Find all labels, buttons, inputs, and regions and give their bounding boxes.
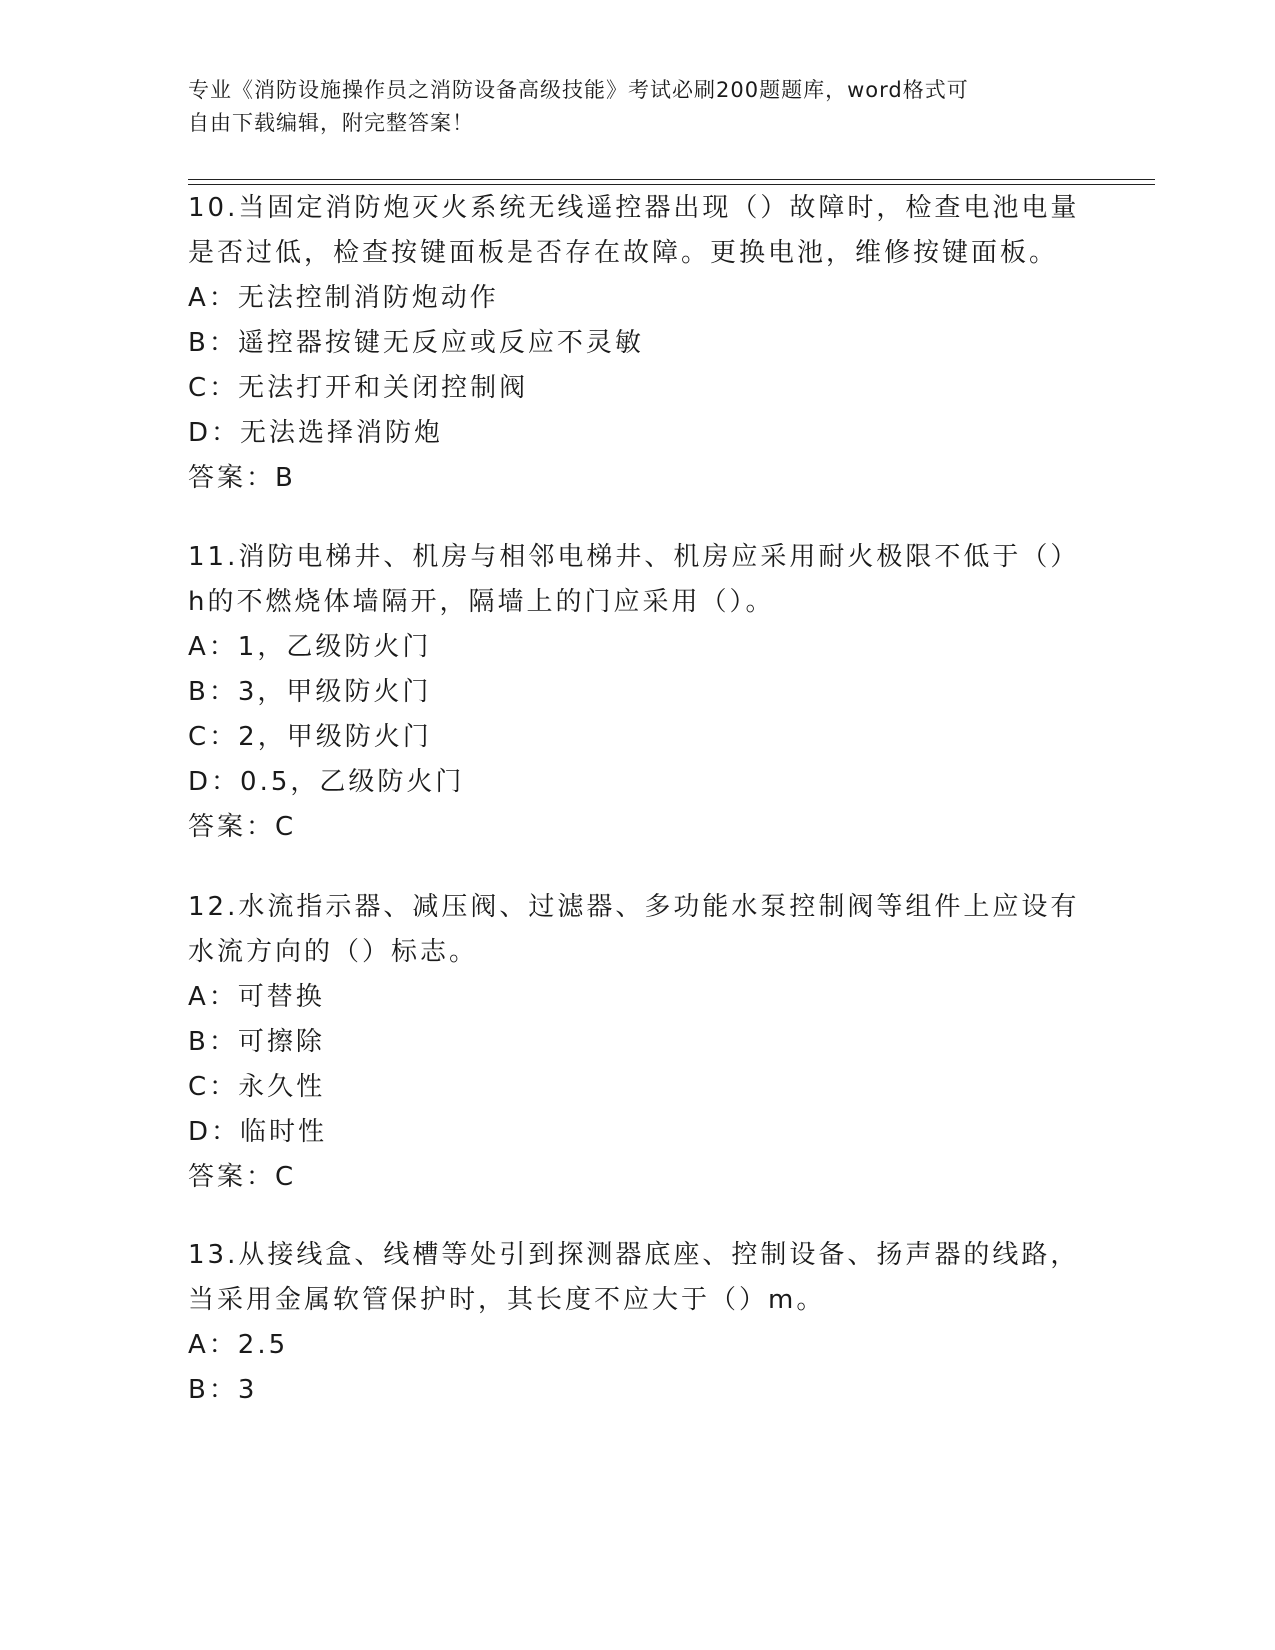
question-12 — [188, 885, 1088, 1200]
option-b: B：3，甲级防火门 — [188, 677, 432, 707]
question-stem — [188, 885, 1088, 975]
question-stem — [188, 535, 1088, 625]
option-a: A：可替换 — [188, 982, 325, 1012]
option-b: B：3 — [188, 1375, 258, 1405]
question-stem-line: 水流方向的（）标志。 — [188, 937, 479, 967]
question-stem — [188, 1233, 1088, 1323]
option-d: D：临时性 — [188, 1117, 328, 1147]
option-a: A：2.5 — [188, 1330, 289, 1360]
header-divider-top — [188, 179, 1155, 180]
question-10 — [188, 186, 1088, 501]
answer-label: 答案： — [188, 1162, 276, 1192]
option-c: C：2，甲级防火门 — [188, 722, 432, 752]
option-b: B：遥控器按键无反应或反应不灵敏 — [188, 328, 644, 358]
option-c: C：无法打开和关闭控制阀 — [188, 373, 529, 403]
question-stem — [188, 186, 1088, 276]
answer-value: B — [275, 463, 293, 493]
answer-value: C — [275, 1162, 294, 1192]
option-d: D：无法选择消防炮 — [188, 418, 444, 448]
question-11 — [188, 535, 1088, 850]
answer — [188, 805, 1088, 850]
answer — [188, 456, 1088, 501]
option-a: A：1，乙级防火门 — [188, 632, 432, 662]
question-stem-line: 11.消防电梯井、机房与相邻电梯井、机房应采用耐火极限不低于（） — [188, 542, 1080, 572]
document-header — [188, 74, 1068, 140]
answer-label: 答案： — [188, 463, 276, 493]
option-b: B：可擦除 — [188, 1027, 325, 1057]
option-a: A：无法控制消防炮动作 — [188, 283, 499, 313]
question-13 — [188, 1233, 1088, 1413]
header-line-2: 自由下载编辑，附完整答案！ — [188, 111, 474, 135]
answer-label: 答案： — [188, 812, 276, 842]
answer — [188, 1155, 1088, 1200]
question-stem-line: 10.当固定消防炮灭火系统无线遥控器出现（）故障时，检查电池电量 — [188, 193, 1080, 223]
answer-value: C — [275, 812, 294, 842]
option-c: C：永久性 — [188, 1072, 326, 1102]
question-stem-line: 当采用金属软管保护时，其长度不应大于（）m。 — [188, 1285, 826, 1315]
question-stem-line: h的不燃烧体墙隔开，隔墙上的门应采用（）。 — [188, 587, 775, 617]
header-divider-bottom — [188, 184, 1155, 185]
question-stem-line: 12.水流指示器、减压阀、过滤器、多功能水泵控制阀等组件上应设有 — [188, 892, 1080, 922]
option-d: D：0.5，乙级防火门 — [188, 767, 465, 797]
question-stem-line: 13.从接线盒、线槽等处引到探测器底座、控制设备、扬声器的线路， — [188, 1240, 1080, 1270]
question-stem-line: 是否过低，检查按键面板是否存在故障。更换电池，维修按键面板。 — [188, 238, 1059, 268]
header-line-1: 专业《消防设施操作员之消防设备高级技能》考试必刷200题题库，word格式可 — [188, 78, 969, 102]
